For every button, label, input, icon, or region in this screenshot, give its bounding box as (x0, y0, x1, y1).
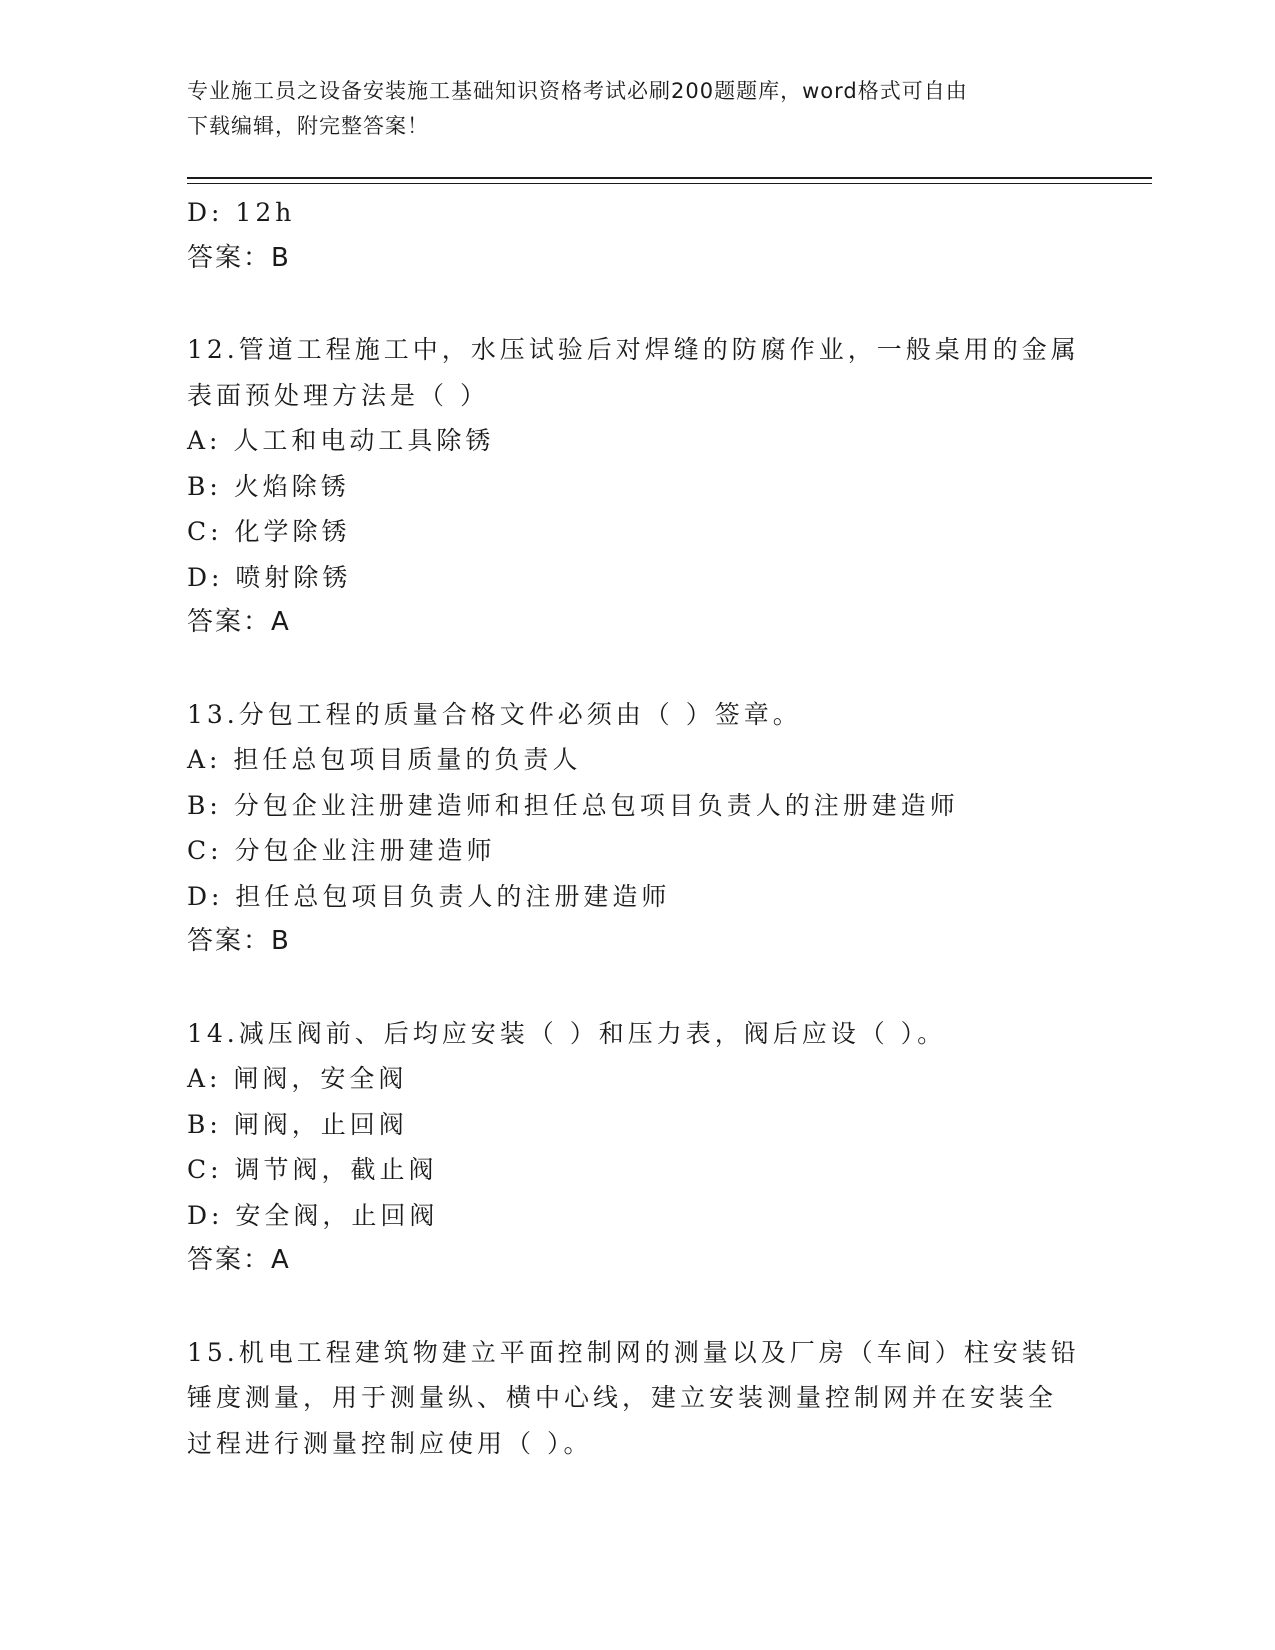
option-a: A: 人工和电动工具除锈 (187, 426, 495, 455)
answer: 答案：A (187, 1245, 291, 1275)
spacer (187, 281, 1087, 327)
option-b: B: 分包企业注册建造师和担任总包项目负责人的注册建造师 (187, 790, 959, 820)
option-d: D: 安全阀，止回阀 (187, 1200, 439, 1230)
header-line-1: 专业施工员之设备安装施工基础知识资格考试必刷200题题库，word格式可自由 (187, 79, 968, 103)
spacer (187, 646, 1087, 692)
question-stem: 表面预处理方法是（ ） (187, 380, 489, 410)
answer: 答案：B (187, 926, 291, 956)
spacer (187, 1284, 1087, 1330)
answer: 答案：B (187, 242, 291, 273)
question-stem: 14.减压阀前、后均应安装（ ）和压力表，阀后应设（ ）。 (187, 1018, 947, 1048)
header-divider-thick (187, 177, 1152, 179)
option-d: D: 担任总包项目负责人的注册建造师 (187, 881, 671, 911)
question-stem: 过程进行测量控制应使用（ ）。 (187, 1428, 593, 1458)
question-stem: 13.分包工程的质量合格文件必须由（ ）签章。 (187, 699, 802, 729)
header-line-2: 下载编辑，附完整答案！ (187, 114, 429, 138)
option-a: A: 担任总包项目质量的负责人 (187, 745, 582, 774)
option-d: D: 喷射除锈 (187, 562, 352, 592)
header-divider-thin (187, 183, 1152, 184)
option-b: B: 火焰除锈 (187, 471, 350, 501)
option-b: B: 闸阀，止回阀 (187, 1109, 408, 1139)
option-d: D: 12h (187, 198, 296, 227)
option-c: C: 化学除锈 (187, 517, 351, 546)
question-stem: 12.管道工程施工中，水压试验后对焊缝的防腐作业，一般桌用的金属 (187, 335, 1080, 364)
question-stem: 锤度测量，用于测量纵、横中心线，建立安装测量控制网并在安装全 (187, 1383, 1058, 1412)
question-14 (187, 1011, 1087, 1284)
question-15 (187, 1330, 1087, 1467)
option-c: C: 分包企业注册建造师 (187, 836, 496, 865)
document-body (187, 190, 1087, 1466)
answer: 答案：A (187, 607, 291, 637)
question-12 (187, 327, 1087, 646)
question-stem: 15.机电工程建筑物建立平面控制网的测量以及厂房（车间）柱安装铅 (187, 1337, 1080, 1367)
document-header (187, 74, 1067, 144)
option-c: C: 调节阀，截止阀 (187, 1155, 438, 1184)
spacer (187, 965, 1087, 1011)
option-a: A: 闸阀，安全阀 (187, 1064, 408, 1093)
question-13 (187, 692, 1087, 965)
